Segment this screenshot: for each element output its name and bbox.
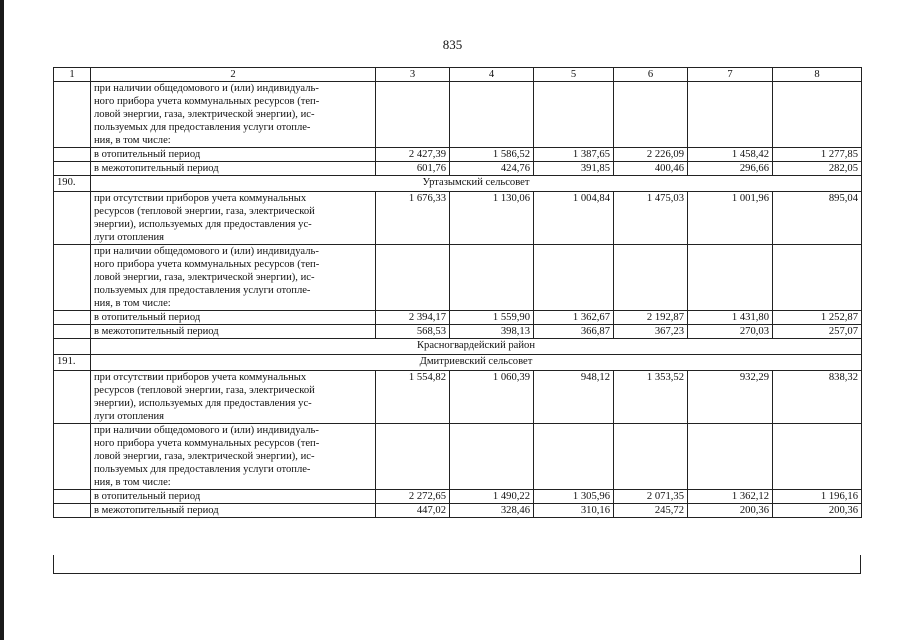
value-cell: 424,76 — [450, 162, 534, 176]
row-description: при наличии общедомового и (или) индивидуаль- ного прибора учета коммунальных ресурсов (теп- ловой энергии, газа, электрической энергии), ис- пользуемых для предоставления услуги отопле- ния, в том числе: — [91, 424, 376, 490]
row-number — [54, 311, 91, 325]
value-cell: 1 586,52 — [450, 148, 534, 162]
value-cell — [614, 82, 688, 148]
value-cell: 200,36 — [688, 504, 773, 518]
value-cell — [534, 82, 614, 148]
column-header: 6 — [614, 68, 688, 82]
value-cell: 296,66 — [688, 162, 773, 176]
value-cell: 1 305,96 — [534, 490, 614, 504]
value-cell: 1 060,39 — [450, 371, 534, 424]
row-description: в отопительный период — [91, 490, 376, 504]
column-header-row — [54, 68, 862, 82]
section-row — [54, 176, 862, 192]
value-cell: 328,46 — [450, 504, 534, 518]
row-number — [54, 162, 91, 176]
value-cell: 1 130,06 — [450, 192, 534, 245]
value-cell — [450, 82, 534, 148]
table-row — [54, 325, 862, 339]
value-cell — [614, 245, 688, 311]
row-number — [54, 504, 91, 518]
row-description: в межотопительный период — [91, 162, 376, 176]
column-header: 1 — [54, 68, 91, 82]
value-cell: 400,46 — [614, 162, 688, 176]
value-cell — [450, 245, 534, 311]
value-cell — [688, 424, 773, 490]
value-cell: 895,04 — [773, 192, 862, 245]
value-cell: 2 272,65 — [376, 490, 450, 504]
value-cell: 1 490,22 — [450, 490, 534, 504]
value-cell — [773, 424, 862, 490]
column-header: 3 — [376, 68, 450, 82]
value-cell — [534, 245, 614, 311]
column-header: 8 — [773, 68, 862, 82]
value-cell: 366,87 — [534, 325, 614, 339]
value-cell — [376, 245, 450, 311]
table-row — [54, 490, 862, 504]
value-cell: 2 226,09 — [614, 148, 688, 162]
row-number — [54, 490, 91, 504]
value-cell: 1 001,96 — [688, 192, 773, 245]
value-cell: 1 431,80 — [688, 311, 773, 325]
value-cell: 1 362,67 — [534, 311, 614, 325]
value-cell: 948,12 — [534, 371, 614, 424]
row-number — [54, 82, 91, 148]
value-cell: 1 196,16 — [773, 490, 862, 504]
value-cell: 1 387,65 — [534, 148, 614, 162]
page-number: 835 — [442, 37, 463, 52]
table-bottom-blank — [53, 555, 861, 574]
section-title: Красногвардейский район — [91, 339, 862, 355]
value-cell: 447,02 — [376, 504, 450, 518]
value-cell — [534, 424, 614, 490]
table-row — [54, 371, 862, 424]
row-number — [54, 424, 91, 490]
value-cell: 200,36 — [773, 504, 862, 518]
value-cell — [773, 82, 862, 148]
value-cell: 601,76 — [376, 162, 450, 176]
table-row — [54, 148, 862, 162]
row-description: при наличии общедомового и (или) индивидуаль- ного прибора учета коммунальных ресурсов (теп- ловой энергии, газа, электрической энергии), ис- пользуемых для предоставления услуги отопле- ния, в том числе: — [91, 245, 376, 311]
value-cell: 2 427,39 — [376, 148, 450, 162]
table-row — [54, 245, 862, 311]
value-cell: 568,53 — [376, 325, 450, 339]
value-cell: 1 554,82 — [376, 371, 450, 424]
table-row — [54, 82, 862, 148]
value-cell — [614, 424, 688, 490]
value-cell: 257,07 — [773, 325, 862, 339]
value-cell: 2 071,35 — [614, 490, 688, 504]
row-description: в межотопительный период — [91, 325, 376, 339]
row-description: при отсутствии приборов учета коммунальных ресурсов (тепловой энергии, газа, электрической энергии), используемых для предоставления ус- луги отопления — [91, 192, 376, 245]
value-cell: 1 475,03 — [614, 192, 688, 245]
row-number — [54, 192, 91, 245]
section-title: Дмитриевский сельсовет — [91, 355, 862, 371]
table-row — [54, 162, 862, 176]
section-title: Уртазымский сельсовет — [91, 176, 862, 192]
column-header: 2 — [91, 68, 376, 82]
table-row — [54, 504, 862, 518]
row-description: при отсутствии приборов учета коммунальных ресурсов (тепловой энергии, газа, электрической энергии), используемых для предоставления ус- луги отопления — [91, 371, 376, 424]
row-description: при наличии общедомового и (или) индивидуаль- ного прибора учета коммунальных ресурсов (теп- ловой энергии, газа, электрической энергии), ис- пользуемых для предоставления услуги отопле- ния, в том числе: — [91, 82, 376, 148]
row-number: 190. — [54, 176, 91, 192]
scan-edge — [0, 0, 4, 640]
row-number: 191. — [54, 355, 91, 371]
row-description: в отопительный период — [91, 148, 376, 162]
value-cell: 932,29 — [688, 371, 773, 424]
value-cell: 245,72 — [614, 504, 688, 518]
value-cell: 1 458,42 — [688, 148, 773, 162]
value-cell: 1 362,12 — [688, 490, 773, 504]
value-cell — [376, 82, 450, 148]
row-description: в межотопительный период — [91, 504, 376, 518]
value-cell — [450, 424, 534, 490]
column-header: 5 — [534, 68, 614, 82]
section-row — [54, 355, 862, 371]
value-cell: 391,85 — [534, 162, 614, 176]
value-cell — [688, 82, 773, 148]
table-row — [54, 311, 862, 325]
row-description: в отопительный период — [91, 311, 376, 325]
row-number — [54, 371, 91, 424]
section-row — [54, 339, 862, 355]
value-cell — [376, 424, 450, 490]
value-cell — [773, 245, 862, 311]
value-cell: 310,16 — [534, 504, 614, 518]
value-cell: 270,03 — [688, 325, 773, 339]
value-cell: 2 192,87 — [614, 311, 688, 325]
row-number — [54, 339, 91, 355]
column-header: 4 — [450, 68, 534, 82]
value-cell: 2 394,17 — [376, 311, 450, 325]
row-number — [54, 245, 91, 311]
table-row — [54, 424, 862, 490]
table-row — [54, 192, 862, 245]
row-number — [54, 325, 91, 339]
value-cell: 398,13 — [450, 325, 534, 339]
table-body — [54, 68, 862, 518]
value-cell: 1 277,85 — [773, 148, 862, 162]
value-cell — [688, 245, 773, 311]
tariff-table — [53, 67, 862, 518]
value-cell: 367,23 — [614, 325, 688, 339]
row-number — [54, 148, 91, 162]
value-cell: 282,05 — [773, 162, 862, 176]
value-cell: 838,32 — [773, 371, 862, 424]
value-cell: 1 559,90 — [450, 311, 534, 325]
value-cell: 1 353,52 — [614, 371, 688, 424]
value-cell: 1 252,87 — [773, 311, 862, 325]
value-cell: 1 004,84 — [534, 192, 614, 245]
column-header: 7 — [688, 68, 773, 82]
value-cell: 1 676,33 — [376, 192, 450, 245]
